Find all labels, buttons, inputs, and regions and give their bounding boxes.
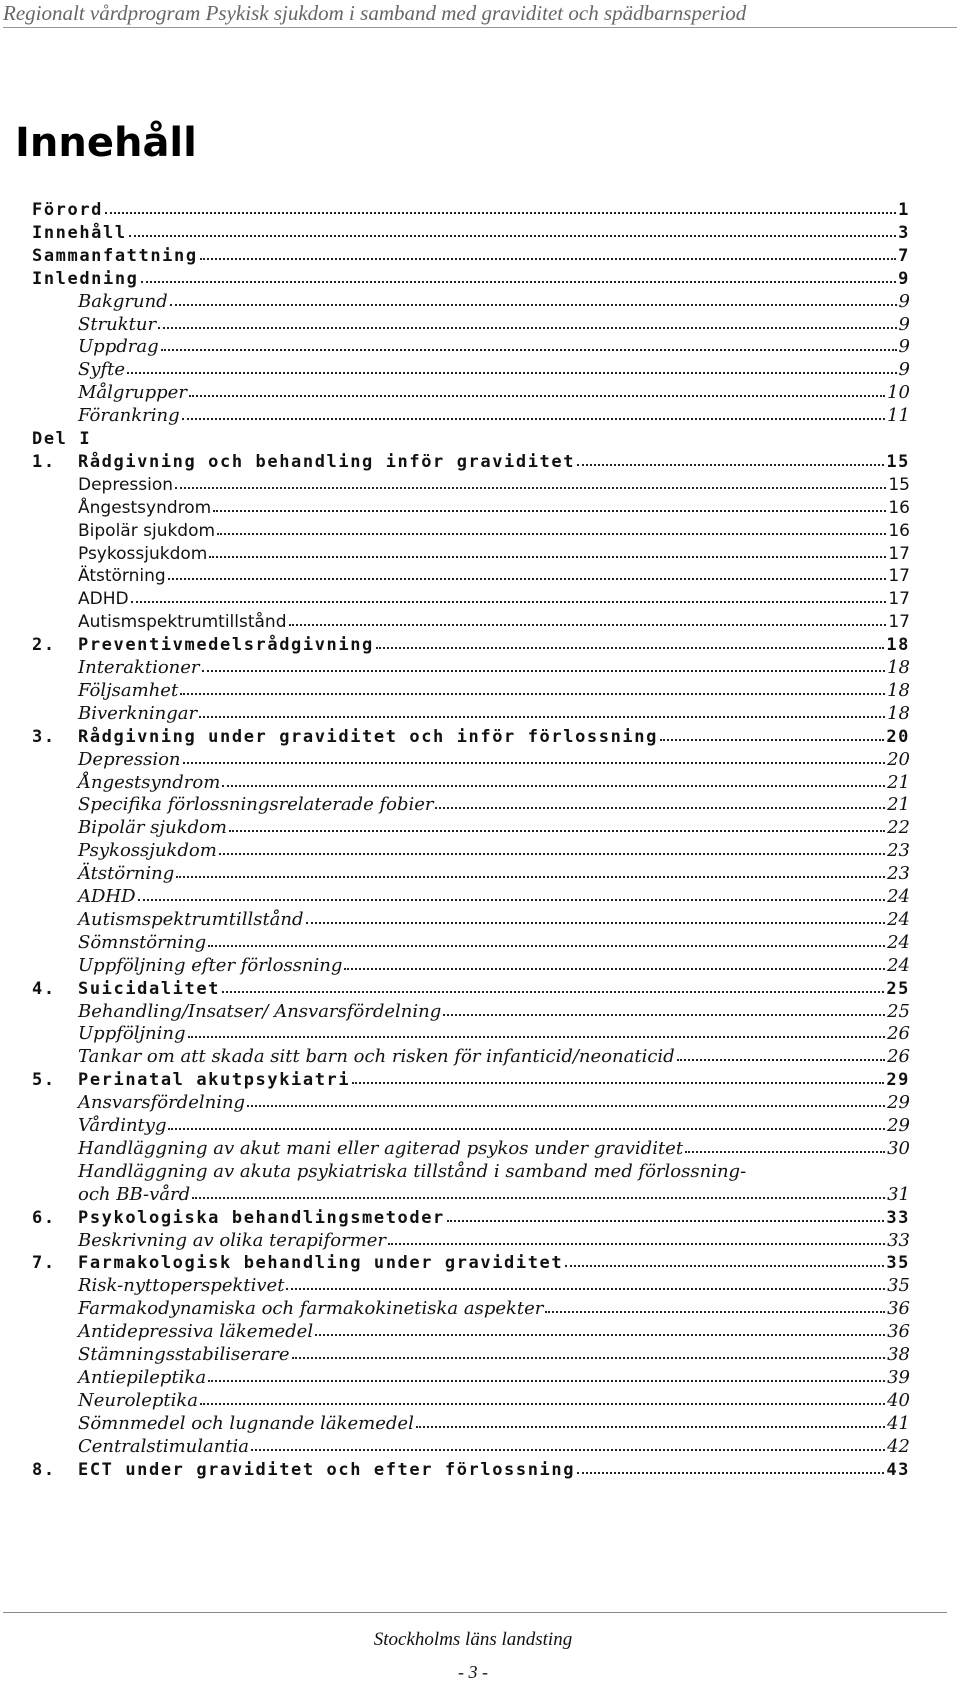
toc-entry[interactable] [78, 928, 910, 952]
toc-dot-leader [200, 1403, 885, 1405]
toc-dot-leader [158, 327, 896, 329]
toc-entry[interactable] [78, 1157, 910, 1181]
toc-entry[interactable] [32, 1065, 910, 1089]
toc-entry-page: 35 [886, 1253, 910, 1274]
toc-entry-label: Ångestsyndrom [78, 497, 212, 518]
toc-dot-leader [138, 899, 886, 901]
toc-entry[interactable] [32, 722, 910, 746]
toc-entry-label: Bipolär sjukdom [78, 817, 227, 839]
toc-dot-leader [344, 968, 885, 970]
toc-entry-number: 1. [32, 451, 56, 472]
toc-entry-number: 6. [32, 1207, 56, 1228]
toc-entry[interactable] [78, 905, 910, 929]
toc-dot-leader [222, 785, 885, 787]
toc-dot-leader [131, 601, 887, 603]
toc-dot-leader [208, 945, 885, 947]
toc-entry-label: Antidepressiva läkemedel [78, 1321, 314, 1343]
toc-entry-page: 1 [898, 200, 910, 220]
toc-entry-page: 9 [898, 359, 910, 381]
toc-entry-page: 9 [898, 290, 910, 312]
toc-entry[interactable] [32, 424, 910, 448]
toc-entry-label: Autismspektrumtillstånd [78, 612, 287, 633]
toc-entry-label: Farmakodynamiska och farmakokinetiska aspekter [78, 1298, 544, 1320]
footer-divider [3, 1612, 947, 1613]
toc-entry[interactable] [78, 332, 910, 356]
toc-dot-leader [208, 1380, 885, 1382]
toc-dot-leader [180, 693, 885, 695]
toc-entry[interactable] [78, 378, 910, 402]
toc-entry[interactable] [78, 997, 910, 1021]
toc-entry-label: Sammanfattning [32, 245, 198, 266]
toc-entry[interactable] [78, 355, 910, 379]
toc-entry-page: 25 [886, 978, 910, 999]
footer-organization: Stockholms läns landsting [373, 1629, 573, 1650]
toc-entry-label: Depression [78, 748, 181, 770]
toc-entry-page: 25 [887, 1000, 910, 1022]
toc-dot-leader [447, 1220, 884, 1222]
toc-entry[interactable] [32, 1455, 910, 1479]
toc-dot-leader [189, 395, 885, 397]
toc-entry-label: Perinatal akutpsykiatri [78, 1070, 351, 1091]
toc-entry[interactable] [78, 790, 910, 814]
toc-entry[interactable] [78, 516, 910, 540]
toc-entry-label: Uppföljning [78, 1023, 186, 1045]
toc-entry[interactable] [32, 1248, 910, 1272]
toc-entry-number: 7. [32, 1253, 56, 1274]
toc-entry-label: Rådgivning och behandling inför graviditet [78, 451, 576, 472]
toc-dot-leader [170, 304, 897, 306]
toc-entry-label: Handläggning av akut mani eller agiterad psykos under graviditet [78, 1137, 684, 1159]
toc-entry-page: 22 [887, 817, 910, 839]
toc-dot-leader [292, 1357, 886, 1359]
toc-entry-page: 33 [887, 1229, 910, 1251]
toc-entry-page: 40 [887, 1389, 910, 1411]
toc-entry-page: 43 [886, 1459, 910, 1480]
toc-dot-leader [376, 647, 884, 649]
toc-entry-page: 20 [887, 748, 910, 770]
toc-entry-label: Antiepileptika [78, 1366, 207, 1388]
toc-entry[interactable] [78, 1088, 910, 1112]
toc-entry[interactable] [32, 195, 910, 219]
toc-entry-page: 38 [887, 1344, 910, 1365]
toc-entry-label: Centralstimulantia [78, 1435, 250, 1457]
toc-entry-page: 16 [888, 520, 910, 541]
toc-dot-leader [677, 1059, 885, 1061]
toc-entry[interactable] [78, 859, 910, 883]
toc-entry[interactable] [78, 539, 910, 563]
toc-entry[interactable] [32, 974, 910, 998]
toc-entry[interactable] [78, 1019, 910, 1043]
toc-entry-page: 18 [887, 702, 910, 724]
toc-entry[interactable] [78, 1134, 910, 1158]
toc-entry-page: 24 [887, 886, 910, 907]
toc-entry-page: 21 [887, 771, 910, 793]
toc-entry-label: Sömnstörning [78, 931, 207, 953]
toc-dot-leader [168, 1128, 885, 1130]
footer-page-number: - 3 - [458, 1662, 488, 1682]
toc-entry[interactable] [78, 561, 910, 585]
toc-entry[interactable] [78, 836, 910, 860]
toc-entry-label: Suicidalitet [78, 978, 221, 999]
toc-entry[interactable] [78, 607, 910, 631]
toc-entry[interactable] [78, 493, 910, 517]
toc-dot-leader [127, 372, 896, 374]
toc-entry[interactable] [78, 1042, 910, 1066]
toc-entry[interactable] [78, 1294, 910, 1318]
toc-entry-label: Innehåll [32, 222, 127, 243]
toc-entry-label: Farmakologisk behandling under graviditet [78, 1253, 564, 1274]
toc-entry-page: 23 [887, 840, 910, 862]
toc-dot-leader [209, 556, 886, 558]
toc-entry-page: 30 [887, 1137, 910, 1159]
toc-entry-page: 21 [887, 794, 910, 816]
toc-dot-leader [217, 533, 886, 535]
toc-entry-page: 18 [886, 635, 910, 656]
toc-entry[interactable] [78, 768, 910, 792]
toc-entry[interactable] [78, 1111, 910, 1135]
toc-entry-label: Vårdintyg [78, 1115, 167, 1136]
toc-entry[interactable] [32, 241, 910, 265]
toc-entry-label: Följsamhet [78, 679, 179, 701]
toc-entry-label: Syfte [78, 359, 126, 381]
toc-entry-label: Depression [78, 474, 174, 495]
toc-dot-leader [176, 876, 885, 878]
toc-entry-label: Interaktioner [78, 657, 200, 678]
toc-entry-label: Behandling/Insatser/ Ansvarsfördelning [78, 1000, 442, 1022]
toc-entry-label: ADHD [78, 886, 136, 907]
toc-dot-leader [182, 418, 885, 420]
toc-dot-leader [188, 1036, 886, 1038]
toc-entry-label: Handläggning av akuta psykiatriska tillstånd i samband med förlossning- [78, 1160, 747, 1182]
toc-entry[interactable] [78, 310, 910, 334]
toc-entry[interactable] [78, 470, 910, 494]
toc-entry[interactable] [78, 745, 910, 769]
toc-entry[interactable] [32, 1203, 910, 1227]
toc-entry-page: 10 [887, 382, 910, 404]
toc-entry-label: ADHD [78, 589, 129, 610]
toc-entry[interactable] [78, 287, 910, 311]
toc-entry-page: 39 [887, 1366, 910, 1388]
toc-entry[interactable] [78, 1386, 910, 1410]
toc-entry-page: 24 [887, 954, 910, 976]
toc-entry[interactable] [78, 1317, 910, 1341]
toc-entry-number: 5. [32, 1070, 56, 1091]
toc-dot-leader [229, 830, 885, 832]
toc-entry-page: 3 [898, 222, 910, 243]
toc-entry-label: Psykossjukdom [78, 840, 217, 862]
toc-entry-page: 9 [898, 336, 910, 358]
toc-entry-page: 18 [887, 657, 910, 678]
toc-entry[interactable] [32, 264, 910, 288]
toc-dot-leader [565, 1265, 884, 1267]
toc-entry-page: 29 [887, 1092, 910, 1114]
toc-entry-page: 15 [886, 451, 910, 472]
toc-dot-leader [213, 510, 886, 512]
toc-dot-leader [685, 1151, 885, 1153]
toc-entry-page: 23 [887, 863, 910, 885]
toc-dot-leader [352, 1082, 884, 1084]
toc-entry-page: 24 [887, 908, 910, 930]
toc-dot-leader [202, 670, 886, 672]
toc-entry-page: 26 [887, 1023, 910, 1045]
toc-entry[interactable] [78, 1409, 910, 1433]
toc-entry-label: Risk-nyttoperspektivet [78, 1275, 285, 1297]
toc-entry[interactable] [32, 630, 910, 654]
toc-entry-page: 26 [887, 1046, 910, 1068]
toc-entry[interactable] [78, 401, 910, 425]
toc-entry-label: Stämningsstabiliserare [78, 1344, 290, 1365]
toc-entry-label: Autismspektrumtillstånd [78, 908, 304, 930]
toc-dot-leader [219, 853, 885, 855]
toc-entry-page: 24 [887, 931, 910, 953]
toc-dot-leader [289, 624, 887, 626]
toc-entry[interactable] [78, 1271, 910, 1295]
toc-entry[interactable] [78, 1340, 910, 1364]
toc-dot-leader [175, 487, 886, 489]
toc-entry-page: 31 [887, 1183, 910, 1205]
toc-entry[interactable] [78, 699, 910, 723]
toc-dot-leader [129, 235, 896, 237]
toc-entry[interactable] [32, 218, 910, 242]
toc-entry-label: och BB-vård [78, 1183, 191, 1205]
toc-entry-label: Preventivmedelsrådgivning [78, 635, 374, 656]
toc-entry[interactable] [78, 1226, 910, 1250]
toc-entry[interactable] [78, 813, 910, 837]
toc-entry-page: 11 [887, 405, 910, 427]
toc-entry-page: 35 [887, 1275, 910, 1297]
toc-dot-leader [660, 739, 884, 741]
toc-entry-page: 36 [887, 1298, 910, 1320]
toc-entry-page: 17 [888, 589, 910, 610]
toc-entry-page: 16 [888, 497, 910, 518]
toc-entry[interactable] [32, 447, 910, 471]
toc-entry[interactable] [78, 951, 910, 975]
toc-entry[interactable] [78, 1363, 910, 1387]
toc-entry-label: Inledning [32, 268, 139, 289]
toc-dot-leader [199, 716, 885, 718]
toc-dot-leader [200, 258, 896, 260]
toc-entry-label: Psykossjukdom [78, 543, 208, 564]
toc-entry-page: 29 [886, 1070, 910, 1091]
toc-entry-page: 18 [887, 679, 910, 701]
toc-entry-page: 15 [888, 474, 910, 495]
toc-entry-label: Tankar om att skada sitt barn och risken för infanticid/neonaticid [78, 1046, 675, 1068]
toc-entry[interactable] [78, 1432, 910, 1456]
toc-entry[interactable] [78, 584, 910, 608]
toc-entry-number: 4. [32, 978, 56, 999]
toc-dot-leader [416, 1426, 885, 1428]
running-header: Regionalt vårdprogram Psykisk sjukdom i samband med graviditet och spädbarnsperiod [3, 0, 957, 28]
toc-entry-label: Psykologiska behandlingsmetoder [78, 1207, 445, 1228]
toc-dot-leader [577, 464, 884, 466]
toc-entry-label: Ansvarsfördelning [78, 1092, 246, 1114]
toc-entry-page: 17 [888, 543, 910, 564]
toc-entry[interactable] [78, 676, 910, 700]
toc-dot-leader [168, 578, 887, 580]
toc-entry-label: Beskrivning av olika terapiformer [78, 1229, 387, 1251]
toc-entry-number: 2. [32, 635, 56, 656]
toc-entry-label: Förankring [78, 405, 180, 427]
toc-dot-leader [105, 212, 896, 214]
toc-entry-page: 7 [898, 245, 910, 266]
toc-entry-page: 20 [886, 726, 910, 747]
toc-dot-leader [315, 1334, 885, 1336]
toc-entry-page: 42 [887, 1435, 910, 1457]
toc-entry-label: ECT under graviditet och efter förlossning [78, 1459, 576, 1480]
toc-entry[interactable] [78, 653, 910, 677]
toc-entry[interactable] [78, 1180, 910, 1204]
toc-dot-leader [141, 281, 897, 283]
toc-dot-leader [183, 762, 886, 764]
toc-entry-label: Förord [32, 200, 104, 220]
toc-entry-number: 3. [32, 726, 56, 747]
toc-dot-leader [247, 1105, 885, 1107]
toc-entry-page: 9 [898, 313, 910, 335]
toc-dot-leader [306, 922, 886, 924]
toc-entry-label: Målgrupper [78, 382, 187, 404]
toc-dot-leader [435, 807, 885, 809]
toc-entry-label: Rådgivning under graviditet och inför förlossning [78, 726, 658, 747]
toc-entry-label: Bipolär sjukdom [78, 520, 216, 541]
toc-entry-page: 33 [886, 1207, 910, 1228]
toc-dot-leader [192, 1197, 885, 1199]
toc-entry-label: Del I [32, 429, 92, 449]
toc-dot-leader [251, 1449, 885, 1451]
toc-dot-leader [222, 991, 884, 993]
toc-entry-label: Specifika förlossningsrelaterade fobier [78, 794, 434, 816]
toc-entry-number: 8. [32, 1459, 56, 1480]
toc-entry-label: Ätstörning [78, 566, 166, 587]
toc-entry-label: Bakgrund [78, 290, 168, 312]
toc-dot-leader [388, 1243, 885, 1245]
toc-entry-page: 36 [887, 1321, 910, 1343]
toc-dot-leader [545, 1311, 885, 1313]
toc-entry-page: 9 [898, 268, 910, 289]
toc-entry-page: 29 [887, 1115, 910, 1136]
toc-entry-label: Ångestsyndrom [78, 771, 221, 793]
toc-entry-page: 17 [888, 612, 910, 633]
toc-entry-label: Neuroleptika [78, 1389, 198, 1411]
toc-dot-leader [577, 1472, 884, 1474]
toc-dot-leader [443, 1014, 885, 1016]
toc-entry-label: Ätstörning [78, 863, 175, 885]
toc-entry-label: Struktur [78, 313, 157, 335]
toc-entry-label: Uppföljning efter förlossning [78, 954, 343, 976]
page-title: Innehåll [15, 120, 197, 166]
toc-entry-label: Sömnmedel och lugnande läkemedel [78, 1412, 414, 1434]
toc-entry-label: Uppdrag [78, 336, 159, 358]
toc-entry[interactable] [78, 882, 910, 906]
toc-dot-leader [286, 1288, 885, 1290]
toc-entry-label: Biverkningar [78, 702, 198, 724]
toc-entry-page: 17 [888, 566, 910, 587]
toc-dot-leader [161, 349, 897, 351]
toc-entry-page: 41 [887, 1412, 910, 1434]
